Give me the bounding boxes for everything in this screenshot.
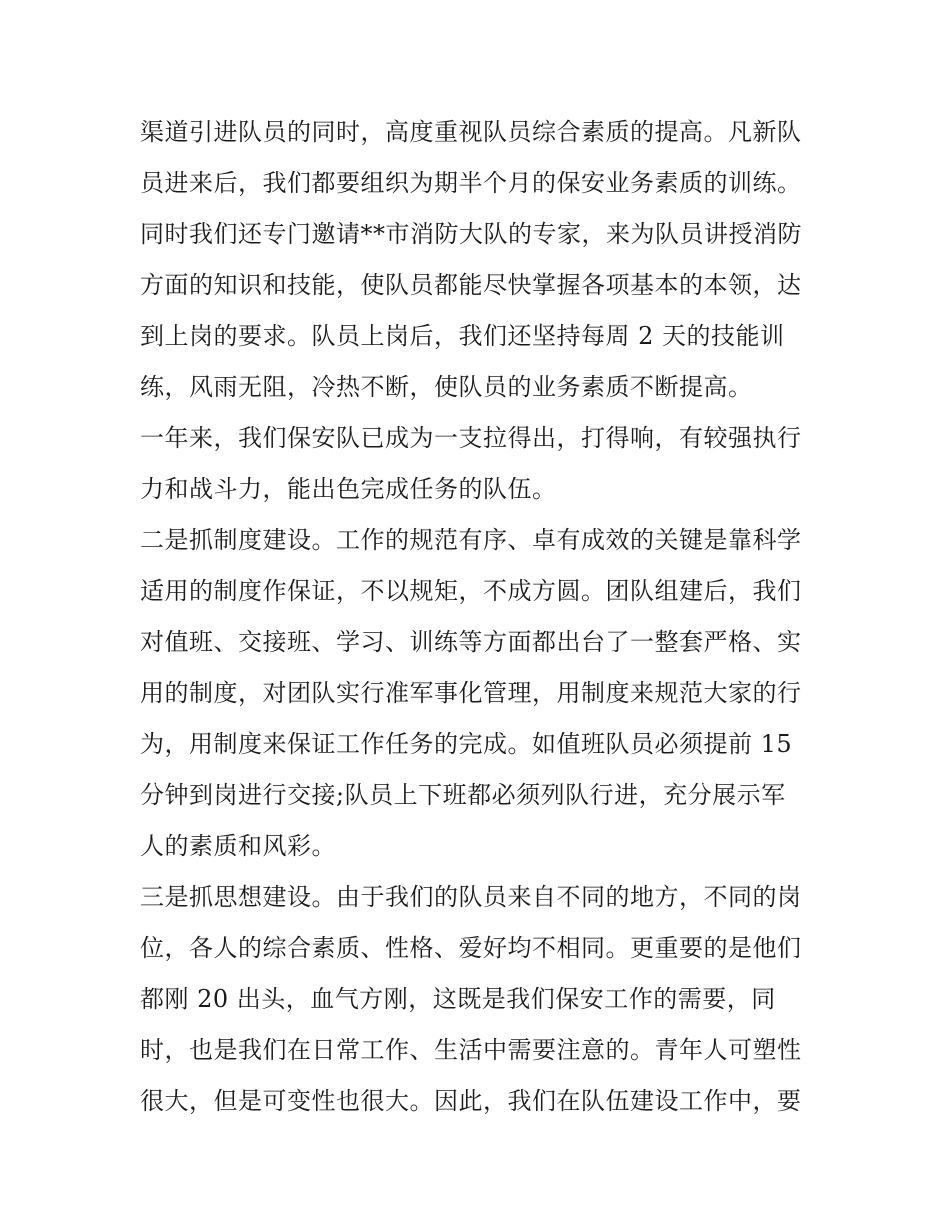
- text-line: 为，用制度来保证工作任务的完成。如值班队员必须提前 15: [140, 730, 793, 758]
- text-line: 用的制度，对团队实行准军事化管理，用制度来规范大家的行: [140, 679, 802, 707]
- text-line: 时，也是我们在日常工作、生活中需要注意的。青年人可塑性: [140, 1036, 802, 1064]
- text-line: 适用的制度作保证，不以规矩，不成方圆。团队组建后，我们: [140, 577, 802, 605]
- text-line: 对值班、交接班、学习、训练等方面都出台了一整套严格、实: [140, 628, 802, 656]
- text-line: 到上岗的要求。队员上岗后，我们还坚持每周 2 天的技能训: [140, 322, 785, 350]
- text-line: 力和战斗力，能出色完成任务的队伍。: [140, 475, 557, 503]
- text-line: 同时我们还专门邀请**市消防大队的专家，来为队员讲授消防: [140, 220, 802, 248]
- text-line: 二是抓制度建设。工作的规范有序、卓有成效的关键是靠科学: [140, 526, 802, 554]
- text-line: 一年来，我们保安队已成为一支拉得出，打得响，有较强执行: [140, 424, 802, 452]
- text-line: 方面的知识和技能，使队员都能尽快掌握各项基本的本领，达: [140, 271, 802, 299]
- text-line: 练，风雨无阻，冷热不断，使队员的业务素质不断提高。: [140, 373, 753, 401]
- text-line: 位，各人的综合素质、性格、爱好均不相同。更重要的是他们: [140, 934, 802, 962]
- body-text: [140, 107, 830, 1127]
- text-line: 渠道引进队员的同时，高度重视队员综合素质的提高。凡新队: [140, 118, 802, 146]
- text-line: 三是抓思想建设。由于我们的队员来自不同的地方，不同的岗: [140, 883, 802, 911]
- text-line: 都刚 20 出头，血气方刚，这既是我们保安工作的需要，同: [140, 985, 776, 1013]
- text-line: 很大，但是可变性也很大。因此，我们在队伍建设工作中，要: [140, 1087, 802, 1115]
- text-line: 分钟到岗进行交接;队员上下班都必须列队行进，充分展示军: [140, 781, 786, 809]
- text-line: 人的素质和风彩。: [140, 832, 336, 860]
- text-line: 员进来后，我们都要组织为期半个月的保安业务素质的训练。: [140, 169, 802, 197]
